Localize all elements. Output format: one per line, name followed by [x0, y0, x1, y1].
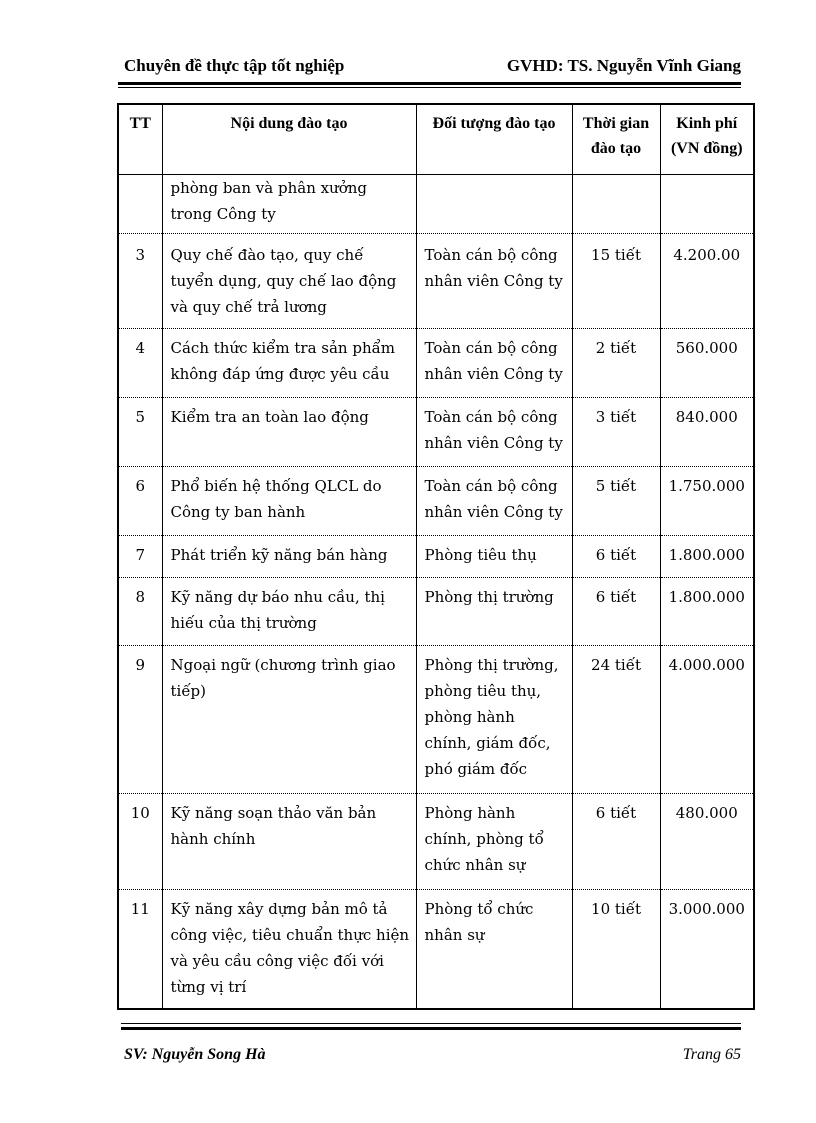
cell-time: 5 tiết [572, 466, 660, 535]
table-row [118, 793, 754, 889]
col-header-tt: TT [118, 104, 162, 174]
cell-target [416, 174, 572, 233]
cell-time: 15 tiết [572, 233, 660, 328]
cell-tt: 6 [118, 466, 162, 535]
cell-time: 3 tiết [572, 397, 660, 466]
table-row [118, 889, 754, 1009]
cell-cost [660, 174, 754, 233]
col-header-time: Thời gian đào tạo [572, 104, 660, 174]
col-header-content: Nội dung đào tạo [162, 104, 416, 174]
cell-time: 10 tiết [572, 889, 660, 1009]
cell-tt: 5 [118, 397, 162, 466]
cell-content: phòng ban và phân xưởng trong Công ty [162, 174, 416, 233]
cell-tt: 7 [118, 535, 162, 577]
header-title: Chuyên đề thực tập tốt nghiệp [124, 56, 345, 75]
cell-time: 6 tiết [572, 577, 660, 645]
table-row [118, 645, 754, 793]
table-row [118, 535, 754, 577]
cell-target: Toàn cán bộ công nhân viên Công ty [416, 397, 572, 466]
cell-tt: 11 [118, 889, 162, 1009]
cell-cost: 840.000 [660, 397, 754, 466]
cell-target: Phòng tổ chức nhân sự [416, 889, 572, 1009]
table-row [118, 397, 754, 466]
cell-content: Phát triển kỹ năng bán hàng [162, 535, 416, 577]
cell-content: Kỹ năng dự báo nhu cầu, thị hiếu của thị trường [162, 577, 416, 645]
cell-content: Phổ biến hệ thống QLCL do Công ty ban hành [162, 466, 416, 535]
header-advisor: GVHD: TS. Nguyễn Vĩnh Giang [506, 56, 741, 75]
cell-time [572, 174, 660, 233]
cell-tt: 10 [118, 793, 162, 889]
cell-target: Toàn cán bộ công nhân viên Công ty [416, 466, 572, 535]
cell-tt: 8 [118, 577, 162, 645]
cell-target: Toàn cán bộ công nhân viên Công ty [416, 328, 572, 397]
cell-tt [118, 174, 162, 233]
cell-time: 2 tiết [572, 328, 660, 397]
cell-cost: 1.800.000 [660, 577, 754, 645]
cell-time: 6 tiết [572, 535, 660, 577]
cell-cost: 4.200.00 [660, 233, 754, 328]
cell-content: Kiểm tra an toàn lao động [162, 397, 416, 466]
cell-cost: 560.000 [660, 328, 754, 397]
header-rule-thick [118, 82, 741, 85]
page-footer [124, 1046, 741, 1068]
table-header-row [118, 104, 754, 174]
cell-content: Kỹ năng xây dựng bản mô tả công việc, tiêu chuẩn thực hiện và yêu cầu công việc đối với từng vị trí [162, 889, 416, 1009]
cell-target: Phòng hành chính, phòng tổ chức nhân sự [416, 793, 572, 889]
cell-target: Phòng thị trường [416, 577, 572, 645]
table-row [118, 174, 754, 233]
cell-cost: 4.000.000 [660, 645, 754, 793]
cell-cost: 480.000 [660, 793, 754, 889]
cell-target: Phòng thị trường, phòng tiêu thụ, phòng hành chính, giám đốc, phó giám đốc [416, 645, 572, 793]
col-header-cost: Kinh phí (VN đồng) [660, 104, 754, 174]
cell-content: Cách thức kiểm tra sản phẩm không đáp ứng được yêu cầu [162, 328, 416, 397]
cell-cost: 1.800.000 [660, 535, 754, 577]
cell-target: Phòng tiêu thụ [416, 535, 572, 577]
cell-cost: 3.000.000 [660, 889, 754, 1009]
cell-content: Ngoại ngữ (chương trình giao tiếp) [162, 645, 416, 793]
footer-rule-thick [121, 1027, 741, 1030]
cell-content: Kỹ năng soạn thảo văn bản hành chính [162, 793, 416, 889]
footer-student: SV: Nguyễn Song Hà [124, 1046, 266, 1063]
cell-tt: 3 [118, 233, 162, 328]
table-row [118, 328, 754, 397]
cell-tt: 9 [118, 645, 162, 793]
cell-content: Quy chế đào tạo, quy chế tuyển dụng, quy chế lao động và quy chế trả lương [162, 233, 416, 328]
page-header [124, 56, 741, 78]
cell-target: Toàn cán bộ công nhân viên Công ty [416, 233, 572, 328]
footer-page-number: Trang 65 [682, 1046, 741, 1063]
col-header-target: Đối tượng đào tạo [416, 104, 572, 174]
table-row [118, 466, 754, 535]
cell-time: 6 tiết [572, 793, 660, 889]
footer-rule-thin [121, 1023, 741, 1024]
cell-cost: 1.750.000 [660, 466, 754, 535]
cell-time: 24 tiết [572, 645, 660, 793]
table-row [118, 233, 754, 328]
header-rule-thin [118, 87, 741, 88]
training-table [117, 103, 755, 1010]
cell-tt: 4 [118, 328, 162, 397]
table-row [118, 577, 754, 645]
